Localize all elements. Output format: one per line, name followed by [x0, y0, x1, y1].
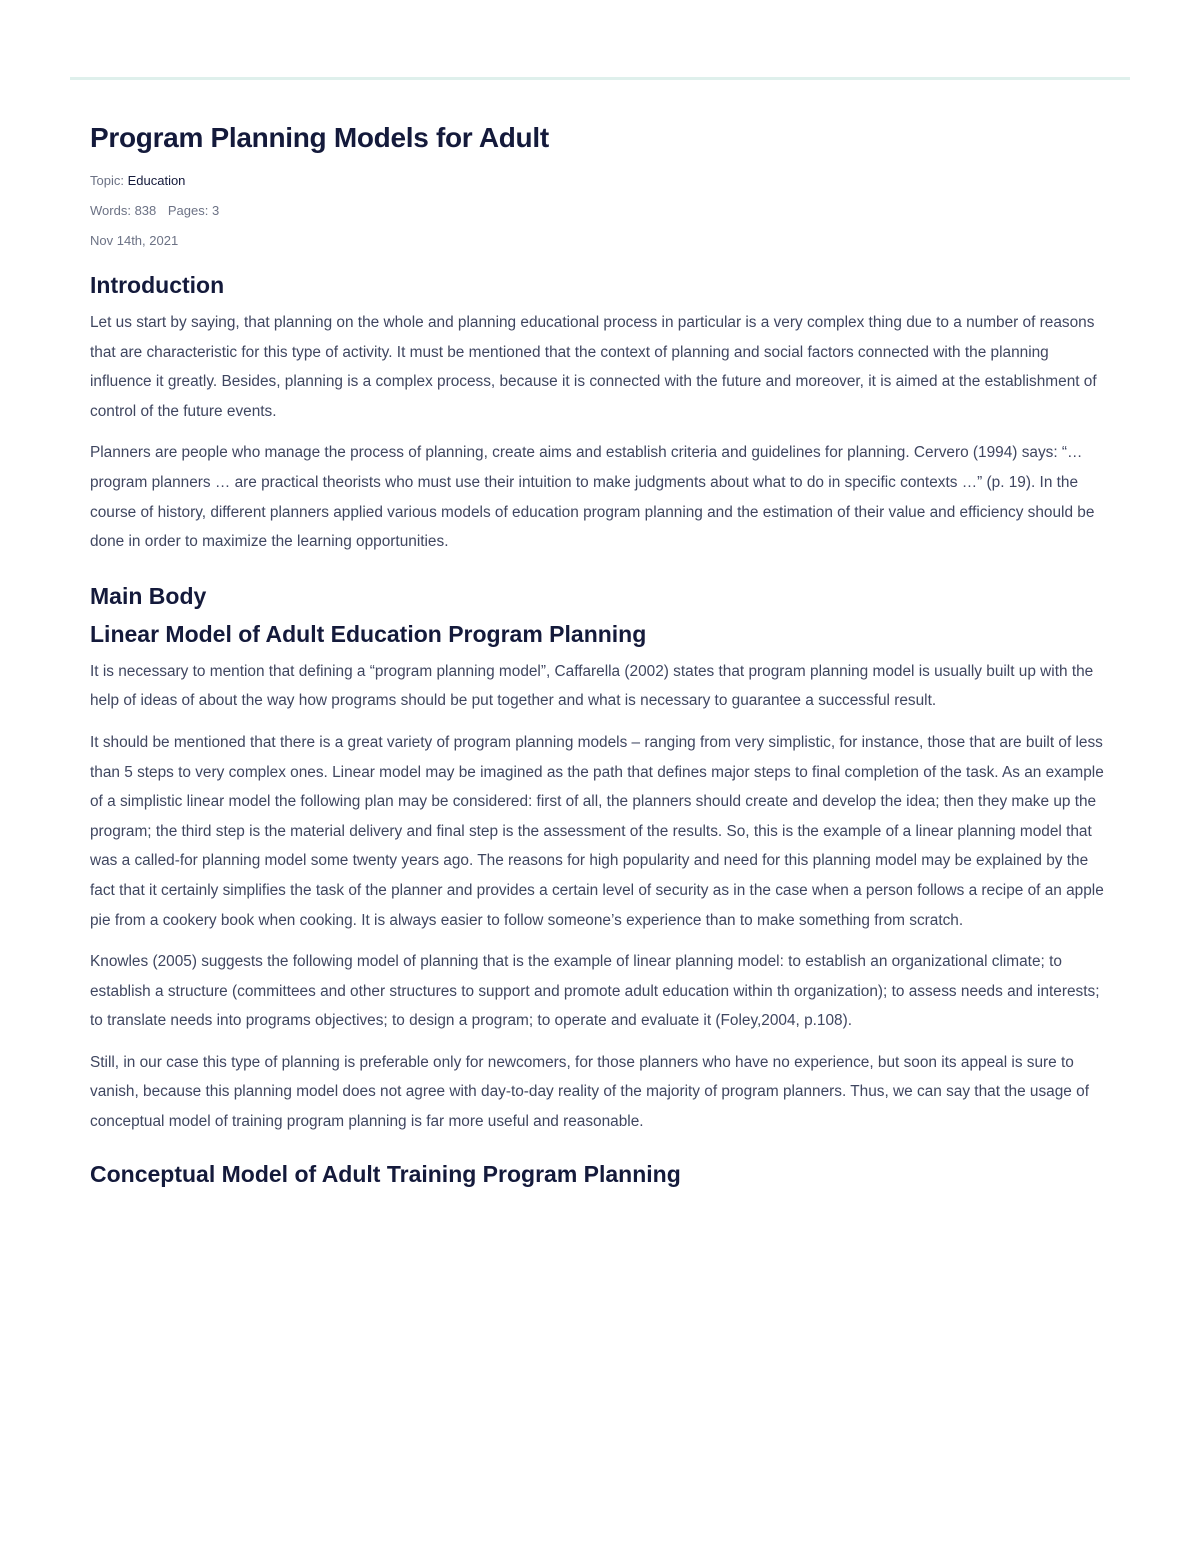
top-divider — [70, 77, 1130, 80]
topic-value: Education — [127, 173, 186, 188]
pages-label: Pages: — [167, 203, 209, 218]
linear-model-heading: Linear Model of Adult Education Program Planning — [90, 620, 647, 647]
stats-line — [90, 202, 1112, 220]
introduction-heading: Introduction — [90, 272, 225, 298]
topic-label: Topic: — [90, 173, 124, 188]
pages-value: 3 — [212, 203, 220, 218]
words-value: 838 — [134, 203, 157, 218]
essay-title: Program Planning Models for Adult — [90, 122, 549, 153]
linear-model-paragraph: Still, in our case this type of planning is preferable only for newcomers, for those planners who have no experience, but soon its appeal is sure to vanish, because this planning model does not agree with day-to-day reality of the majority of program planners. Thus, we can say that the usage of conceptual model of training program planning is far more useful and reasonable. — [90, 1053, 1089, 1131]
introduction-paragraph: Let us start by saying, that planning on the whole and planning educational process in particular is a very complex thing due to a number of reasons that are characteristic for this type of activity. It must be mentioned that the context of planning and social factors connected with the planning influence it greatly. Besides, planning is a complex process, because it is connected with the future and moreover, it is aimed at the establishment of control of the future events. — [90, 314, 1097, 420]
topic-line — [90, 172, 1112, 190]
words-label: Words: — [90, 203, 131, 218]
main-body-heading: Main Body — [90, 582, 207, 609]
date-line: Nov 14th, 2021 — [90, 233, 179, 248]
linear-model-paragraph: It is necessary to mention that defining a “program planning model”, Caffarella (2002) states that program planning model is usually built up with the help of ideas of about the way how programs should be put together and what is necessary to guarantee a successful result. — [90, 662, 1094, 710]
introduction-paragraph: Planners are people who manage the process of planning, create aims and establish criteria and guidelines for planning. Cervero (1994) says: “… program planners … are practical theorists who must use their intuition to make judgments about what to do in specific contexts …” (p. 19). In the course of history, different planners applied various models of education program planning and the estimation of their value and efficiency should be done in order to maximize the learning opportunities. — [90, 444, 1095, 551]
essay-content — [90, 118, 1112, 1197]
conceptual-model-heading: Conceptual Model of Adult Training Program Planning — [90, 1160, 681, 1187]
linear-model-paragraph: It should be mentioned that there is a great variety of program planning models – ranging from very simplistic, for instance, those that are built of less than 5 steps to very complex ones. Linear model may be imagined as the path that defines major steps to final completion of the task. As an example of a simplistic linear model the following plan may be considered: first of all, the planners should create and develop the idea; then they make up the program; the third step is the material delivery and final step is the assessment of the results. So, this is the example of a linear planning model that was a called-for planning model some twenty years ago. The reasons for high popularity and need for this planning model may be explained by the fact that it certainly simplifies the task of the planner and provides a certain level of security as in the case when a person follows a recipe of an apple pie from a cookery book when cooking. It is always easier to follow someone’s experience than to make something from scratch. — [90, 733, 1104, 929]
linear-model-paragraph: Knowles (2005) suggests the following model of planning that is the example of linear planning model: to establish an organizational climate; to establish a structure (committees and other structures to support and promote adult education within th organization); to assess needs and interests; to translate needs into programs objectives; to design a program; to operate and evaluate it (Foley,2004, p.108). — [90, 953, 1100, 1030]
